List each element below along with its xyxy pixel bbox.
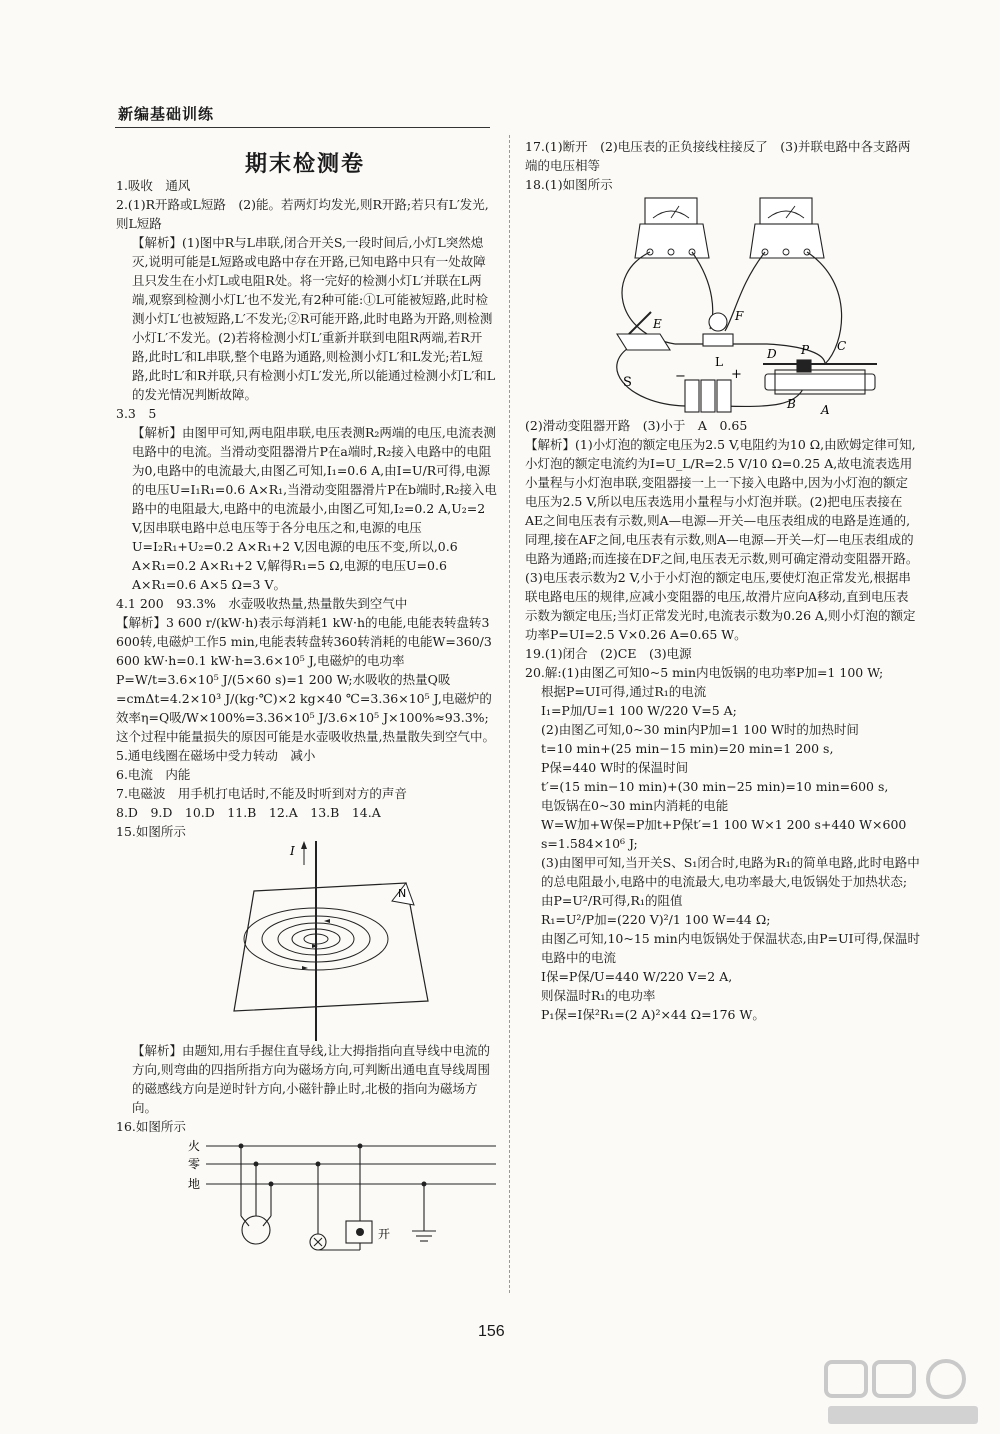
battery-plus-label: + bbox=[731, 367, 742, 382]
point-F-label: F bbox=[735, 309, 744, 323]
answer-20-line: 由P=U²/R可得,R₁的阻值 bbox=[541, 893, 683, 908]
answers-8-14: 8.D 9.D 10.D 11.B 12.A 13.B 14.A bbox=[116, 805, 381, 820]
answer-20-line: 电饭锅在0~30 min内消耗的电能 bbox=[541, 798, 729, 813]
slider-P-label: P bbox=[801, 343, 810, 357]
north-label: N bbox=[398, 887, 407, 900]
answer-20-line: 根据P=UI可得,通过R₁的电流 bbox=[541, 684, 707, 699]
answer-20-line: P保=440 W时的保温时间 bbox=[541, 760, 689, 775]
analysis-15: 【解析】由题知,用右手握住直导线,让大拇指指向直导线中电流的方向,则弯曲的四指所指方向为磁场方向,可判断出通电直导线周围的磁感线方向是逆时针方向,小磁针静止时,北极的指向为磁场方向。 bbox=[132, 1043, 490, 1115]
answer-18: 18.(1)如图所示 bbox=[525, 177, 613, 192]
current-label: I bbox=[290, 844, 295, 858]
column-divider bbox=[509, 135, 510, 1293]
right-column bbox=[525, 137, 920, 1024]
answer-20-line: P₁保=I保²R₁=(2 A)²×44 Ω=176 W。 bbox=[541, 1007, 765, 1022]
watermark-logo bbox=[822, 1356, 990, 1428]
lamp-L-label: L bbox=[715, 355, 723, 369]
answer-20-line: (2)由图乙可知,0~30 min内P加=1 100 W时的加热时间 bbox=[541, 722, 859, 737]
answer-1: 1.吸收 通风 bbox=[116, 178, 191, 193]
answer-20-line: I₁=P加/U=1 100 W/220 V=5 A; bbox=[541, 703, 737, 718]
point-D-label: D bbox=[767, 347, 777, 361]
answer-6: 6.电流 内能 bbox=[116, 767, 191, 782]
answer-20-line: t′=(15 min−10 min)+(30 min−25 min)=10 min=600 s, bbox=[541, 779, 889, 794]
analysis-2: 【解析】(1)图中R与L串联,闭合开关S,一段时间后,小灯L突然熄灭,说明可能是L短路或电路中存在开路,已知电路中只有一处故障且只发生在小灯L或电阻R处。将一完好的检测小灯L′并联在L两端,观察到检测小灯L′也不发光,有2种可能:①L可能被短路,此时检测小灯L′也被短路,L′不发光;②R可能开路,此时电路为开路,则检测小灯L′不发光。(2)若将检测小灯L′重新并联到电阻R两端,若R开路,此时L′和L串联,整个电路为通路,则检测小灯L′和L发光;若L短路,此时L′和R并联,只有检测小灯L′发光,所以能通过检测小灯L′和L的发光情况判断故障。 bbox=[132, 235, 496, 402]
answer-3: 3.3 5 bbox=[116, 406, 157, 421]
answer-20-line: R₁=U²/P加=(220 V)²/1 100 W=44 Ω; bbox=[541, 912, 771, 927]
figure-18-experiment-circuit bbox=[525, 194, 920, 416]
switch-label: 开 bbox=[378, 1227, 391, 1241]
point-E-label: E bbox=[653, 317, 662, 331]
answer-20-line: (3)由图甲可知,当开关S、S₁闭合时,电路为R₁的简单电路,此时电路中的总电阻最小,电路中的电流最大,电功率最大,电饭锅处于加热状态; bbox=[541, 855, 920, 889]
neutral-wire-label: 零 bbox=[188, 1157, 201, 1171]
answer-20-line: I保=P保/U=440 W/220 V=2 A, bbox=[541, 969, 733, 984]
point-A-label: A bbox=[821, 403, 830, 416]
left-column bbox=[116, 176, 498, 1258]
live-wire-label: 火 bbox=[188, 1139, 201, 1153]
figure-15-magnetic-field bbox=[116, 841, 498, 1041]
analysis-3: 【解析】由图甲可知,两电阻串联,电压表测R₂两端的电压,电流表测电路中的电流。当滑动变阻器滑片P在a端时,R₂接入电路中的电阻为0,电路中的电流最大,由图乙可知,I₁=0.6 A,由I=U/R可得,电源的电压U=I₁R₁=0.6 A×R₁,当滑动变阻器滑片P在b端时,R₂接入电路中的电阻最大,电路中的电流最小,由图乙可知,I₂=0.2 A,U₂=2 V,因串联电路中总电压等于各分电压之和,电源的电压U=I₂R₁+U₂=0.2 A×R₁+2 V,因电源的电压不变,所以,0.6 A×R₁=0.2 A×R₁+2 V,解得R₁=5 Ω,电源的电压U=0.6 A×R₁=0.6 A×5 Ω=3 V。 bbox=[132, 425, 497, 592]
answer-5: 5.通电线圈在磁场中受力转动 减小 bbox=[116, 748, 316, 763]
analysis-18: 【解析】(1)小灯泡的额定电压为2.5 V,电阻约为10 Ω,由欧姆定律可知,小灯泡的额定电流约为I=U_L/R=2.5 V/10 Ω=0.25 A,故电流表选用小量程与小灯泡串联,变阻器接一上一下接入电路中,因为小灯泡的额定电压为2.5 V,所以电压表选用小量程与小灯泡并联。(2)把电压表接在AE之间电压表有示数,则A—电源—开关—电压表组成的电路是连通的,同理,接在AF之间,电压表有示数,则A—电源—开关—灯—电压表组成的电路为通路;而连接在DF之间,电压表无示数,则可确定滑动变阻器开路。(3)电压表示数为2 V,小于小灯泡的额定电压,要使灯泡正常发光,根据串联电路电压的规律,应减小变阻器的电压,故滑片应向A移动,直到电压表示数为额定电压;当灯正常发光时,电流表示数为0.26 A,则小灯泡的额定功率P=UI=2.5 V×0.26 A=0.65 W。 bbox=[525, 437, 919, 642]
answer-20-line: 则保温时R₁的电功率 bbox=[541, 988, 656, 1003]
answer-20-line: W=W加+W保=P加t+P保t′=1 100 W×1 200 s+440 W×600 s=1.584×10⁶ J; bbox=[541, 817, 907, 851]
answer-7: 7.电磁波 用手机打电话时,不能及时听到对方的声音 bbox=[116, 786, 407, 801]
answer-20-1: 20.解:(1)由图乙可知0~5 min内电饭锅的电功率P加=1 100 W; bbox=[525, 665, 884, 680]
analysis-4: 【解析】3 600 r/(kW·h)表示每消耗1 kW·h的电能,电能表转盘转3 600转,电磁炉工作5 min,电能表转盘转360转消耗的电能W=360/3 600 kW·h=0.1 kW·h=3.6×10⁵ J,电磁炉的电功率P=W/t=3.6×10⁵ J/(5×60 s)=1 200 W;水吸收的热量Q吸=cmΔt=4.2×10³ J/(kg·℃)×2 kg×40 ℃=3.36×10⁵ J,电磁炉的效率η=Q吸/W×100%=3.36×10⁵ J/3.6×10⁵ J×100%≈93.3%;这个过程中能量损失的原因可能是水壶吸收热量,热量散失到空气中。 bbox=[116, 615, 495, 744]
answer-4: 4.1 200 93.3% 水壶吸收热量,热量散失到空气中 bbox=[116, 596, 408, 611]
answer-17: 17.(1)断开 (2)电压表的正负接线柱接反了 (3)并联电路中各支路两端的电压相等 bbox=[525, 139, 911, 173]
switch-S-label: S bbox=[623, 375, 632, 390]
point-C-label: C bbox=[837, 339, 847, 353]
answer-19: 19.(1)闭合 (2)CE (3)电源 bbox=[525, 646, 692, 661]
point-B-label: B bbox=[787, 397, 796, 411]
page-title: 期末检测卷 bbox=[245, 152, 366, 177]
answer-16: 16.如图所示 bbox=[116, 1119, 186, 1134]
page-number: 156 bbox=[478, 1323, 505, 1340]
ground-wire-label: 地 bbox=[188, 1177, 201, 1191]
answer-20-line: 由图乙可知,10~15 min内电饭锅处于保温状态,由P=UI可得,保温时电路中的电流 bbox=[541, 931, 920, 965]
series-header: 新编基础训练 bbox=[118, 105, 215, 123]
answer-15: 15.如图所示 bbox=[116, 824, 186, 839]
answer-18-2-3: (2)滑动变阻器开路 (3)小于 A 0.65 bbox=[525, 418, 748, 433]
header-rule bbox=[115, 127, 490, 128]
answer-20-line: t=10 min+(25 min−15 min)=20 min=1 200 s, bbox=[541, 741, 834, 756]
figure-16-household-circuit bbox=[116, 1136, 498, 1258]
battery-minus-label: − bbox=[675, 369, 686, 384]
answer-2: 2.(1)R开路或L短路 (2)能。若两灯均发光,则R开路;若只有L′发光,则L短路 bbox=[116, 197, 489, 231]
